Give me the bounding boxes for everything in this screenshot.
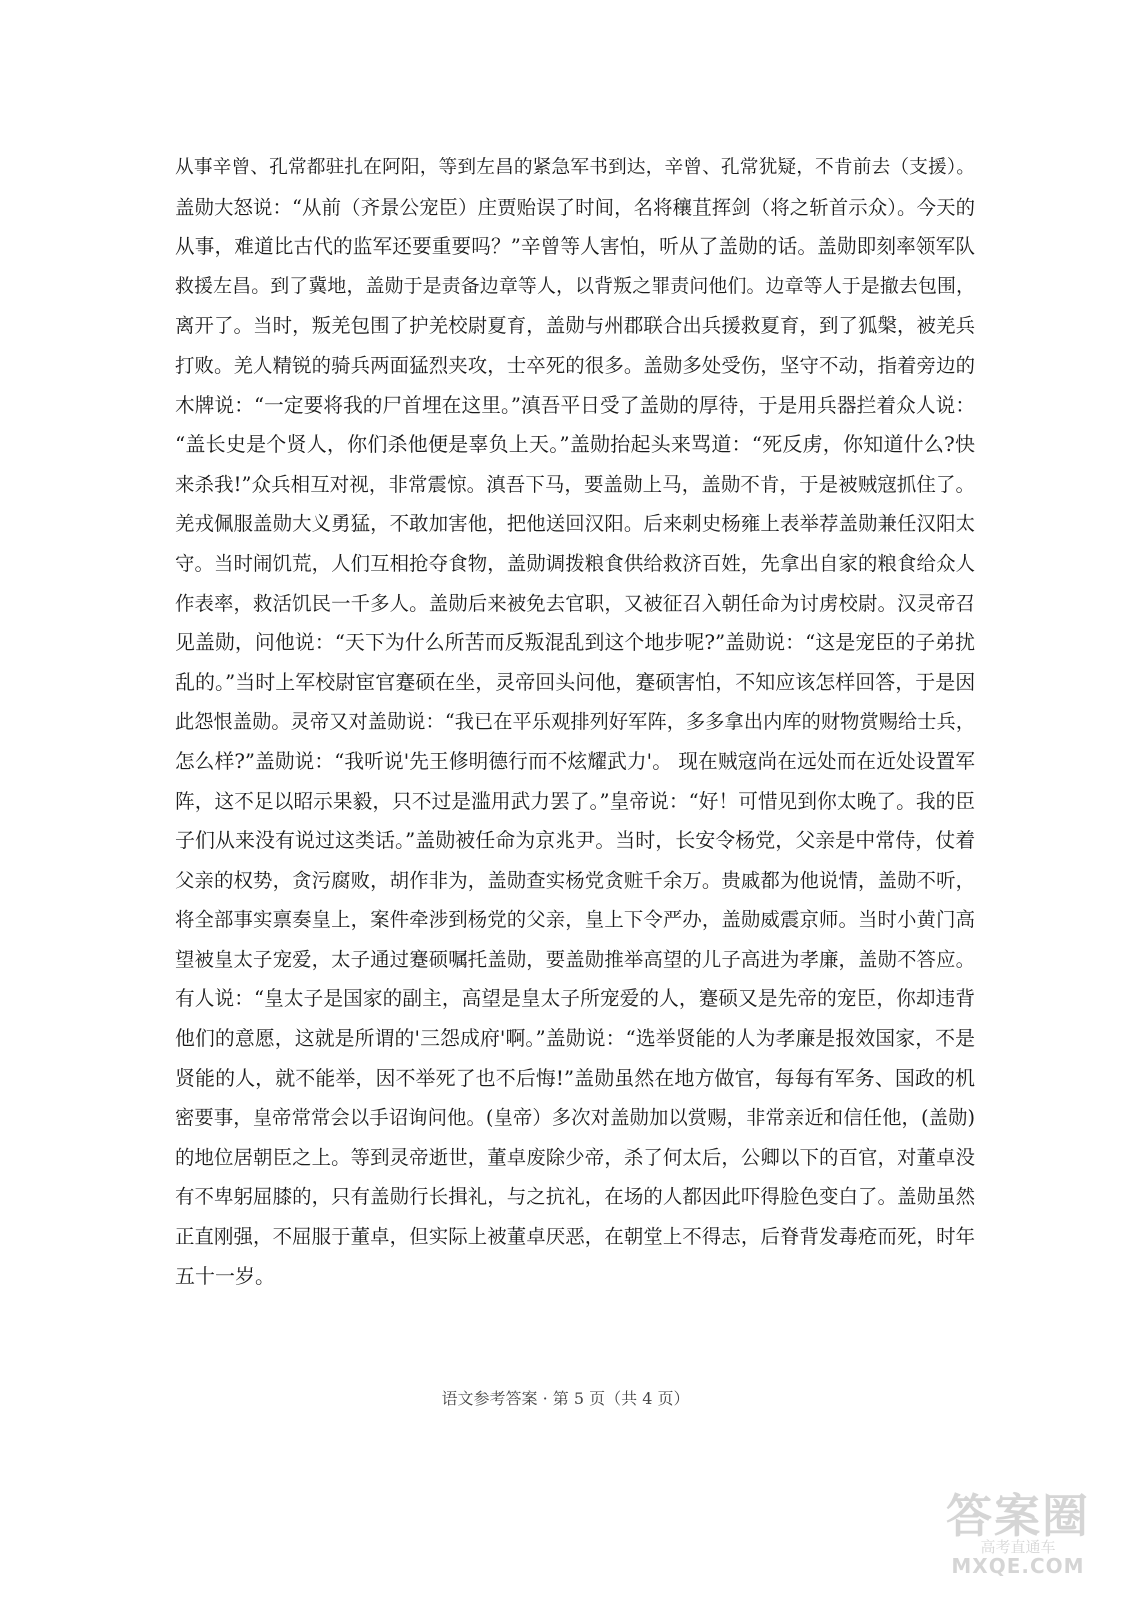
text-line: 此怨恨盖勋。灵帝又对盖勋说：“我已在平乐观排列好军阵，多多拿出内库的财物赏赐给士兵， [175, 710, 975, 734]
text-line: 盖勋大怒说：“从前（齐景公宠臣）庄贾贻误了时间，名将穰苴挥剑（将之斩首示众）。今天的 [175, 195, 975, 219]
text-line: 他们的意愿，这就是所谓的'三怨成府'啊。”盖勋说：“选举贤能的人为孝廉是报效国家，不是 [175, 1027, 975, 1051]
text-line: 有不卑躬屈膝的，只有盖勋行长揖礼，与之抗礼，在场的人都因此吓得脸色变白了。盖勋虽然 [175, 1185, 975, 1209]
text-line: 的地位居朝臣之上。等到灵帝逝世，董卓废除少帝，杀了何太后，公卿以下的百官，对董卓没 [175, 1145, 975, 1169]
text-line: “盖长史是个贤人，你们杀他便是辜负上天。”盖勋抬起头来骂道：“死反虏，你知道什么?快 [175, 432, 975, 457]
text-line: 守。当时闹饥荒，人们互相抢夺食物，盖勋调拨粮食供给救济百姓，先拿出自家的粮食给众人 [175, 551, 975, 575]
text-line: 子们从来没有说过这类话。”盖勋被任命为京兆尹。当时，长安令杨党，父亲是中常侍，仗着 [175, 828, 976, 853]
watermark-subtitle: 高考直通车 [980, 1538, 1056, 1556]
text-line: 来杀我!”众兵相互对视，非常震惊。滇吾下马，要盖勋上马，盖勋不肯，于是被贼寇抓住了。 [175, 472, 975, 496]
site-watermark [943, 1478, 1093, 1578]
text-line: 贤能的人，就不能举，因不举死了也不后悔!”盖勋虽然在地方做官，每每有军务、国政的机 [175, 1065, 975, 1090]
watermark-title: 答案圈 [946, 1489, 1090, 1543]
text-line: 木牌说：“一定要将我的尸首埋在这里。”滇吾平日受了盖勋的厚待，于是用兵器拦着众人说： [175, 393, 975, 417]
page-footer: 语文参考答案 · 第 5 页（共 4 页） [441, 1389, 690, 1408]
text-line: 密要事，皇帝常常会以手诏询问他。(皇帝）多次对盖勋加以赏赐，非常亲近和信任他，(盖勋) [175, 1106, 975, 1130]
text-line: 怎么样?”盖勋说：“我听说'先王修明德行而不炫耀武力'。 现在贼寇尚在远处而在近处设置军 [175, 749, 975, 773]
text-line: 见盖勋，问他说：“天下为什么所苦而反叛混乱到这个地步呢?”盖勋说：“这是宠臣的子弟扰 [175, 631, 975, 655]
text-line: 正直刚强，不屈服于董卓，但实际上被董卓厌恶，在朝堂上不得志，后脊背发毒疮而死，时年 [175, 1225, 975, 1249]
watermark-url: MXQE.COM [951, 1554, 1085, 1578]
answer-body-text [175, 148, 975, 1296]
text-line: 救援左昌。到了冀地，盖勋于是责备边章等人，以背叛之罪责问他们。边章等人于是撤去包围， [175, 274, 975, 297]
text-line: 有人说：“皇太子是国家的副主，高望是皇太子所宠爱的人，蹇硕又是先帝的宠臣，你却违背 [175, 987, 975, 1011]
text-line: 父亲的权势，贪污腐败，胡作非为，盖勋查实杨党贪赃千余万。贵戚都为他说情，盖勋不听， [175, 868, 975, 892]
text-line: 阵，这不足以昭示果毅，只不过是滥用武力罢了。”皇帝说：“好！可惜见到你太晚了。我的臣 [175, 789, 975, 813]
text-line: 望被皇太子宠爱，太子通过蹇硕嘱托盖勋，要盖勋推举高望的儿子高进为孝廉，盖勋不答应。 [175, 947, 975, 971]
text-line: 五十一岁。 [175, 1263, 275, 1288]
text-line: 从事辛曾、孔常都驻扎在阿阳，等到左昌的紧急军书到达，辛曾、孔常犹疑，不肯前去（支援）。 [175, 157, 975, 178]
text-line: 从事，难道比古代的监军还要重要吗？”辛曾等人害怕，听从了盖勋的话。盖勋即刻率领军队 [175, 235, 975, 259]
text-line: 羌戎佩服盖勋大义勇猛，不敢加害他，把他送回汉阳。后来刺史杨雍上表举荐盖勋兼任汉阳太 [175, 512, 975, 536]
text-line: 作表率，救活饥民一千多人。盖勋后来被免去官职，又被征召入朝任命为讨虏校尉。汉灵帝召 [175, 591, 975, 615]
text-line: 离开了。当时，叛羌包围了护羌校尉夏育，盖勋与州郡联合出兵援救夏育，到了狐槃，被羌兵 [175, 314, 975, 338]
text-line: 打败。羌人精锐的骑兵两面猛烈夹攻，士卒死的很多。盖勋多处受伤，坚守不动，指着旁边的 [175, 353, 975, 377]
text-line: 乱的。”当时上军校尉宦官蹇硕在坐，灵帝回头问他，蹇硕害怕，不知应该怎样回答，于是因 [175, 669, 976, 694]
text-line: 将全部事实禀奏皇上，案件牵涉到杨党的父亲，皇上下令严办，盖勋威震京师。当时小黄门高 [175, 908, 975, 932]
